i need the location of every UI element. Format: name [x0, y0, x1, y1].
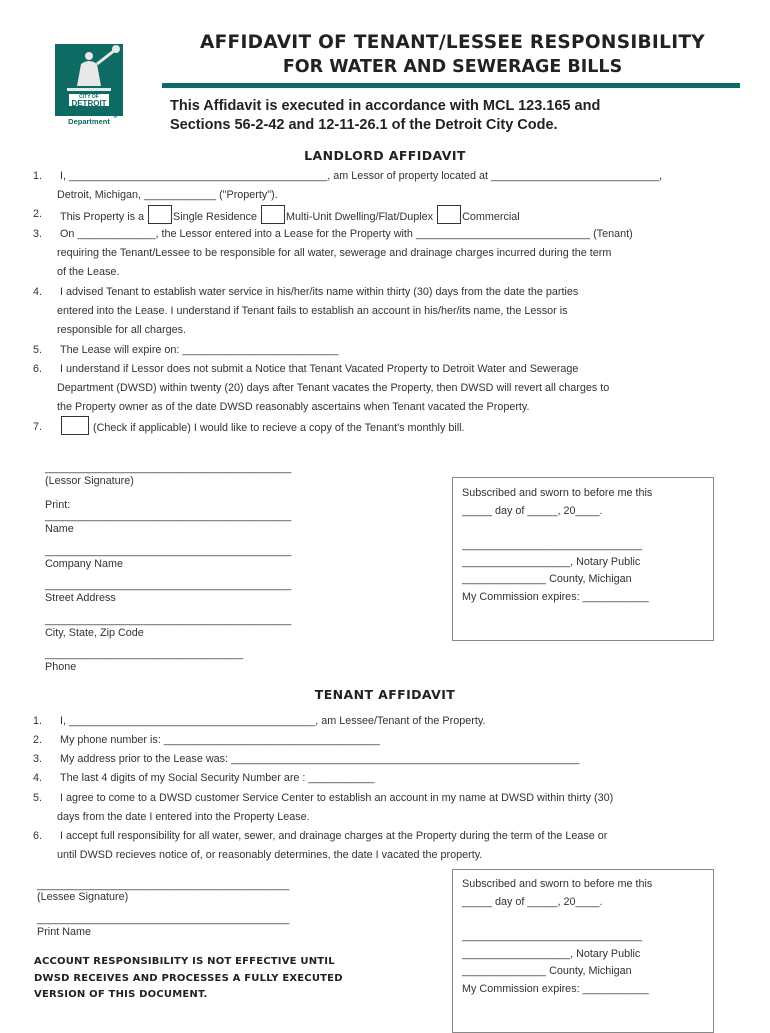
tenant-item-number: 6. — [33, 830, 43, 842]
street-label: Street Address — [45, 592, 116, 604]
multi-unit-checkbox[interactable] — [261, 205, 285, 224]
tenant-item-number: 1. — [33, 715, 43, 727]
notary-commission[interactable]: My Commission expires: ___________ — [462, 591, 649, 603]
property-type-prefix: This Property is a — [60, 211, 145, 223]
landlord-item-4-line1: I advised Tenant to establish water service in his/her/its name within thirty (30) days from the date the parties — [60, 286, 579, 298]
lessee-signature-label: (Lessee Signature) — [37, 891, 129, 903]
notary-sworn: Subscribed and sworn to before me this — [462, 487, 653, 499]
tenant-item-number: 5. — [33, 792, 43, 804]
lessor-signature-label: (Lessor Signature) — [45, 475, 134, 487]
logo-department — [47, 110, 131, 126]
commercial-label: Commercial — [462, 211, 520, 223]
intro-line2: Sections 56-2-42 and 12-11-26.1 of the Detroit City Code. — [170, 117, 558, 133]
landlord-item-3-line2: requiring the Tenant/Lessee to be responsible for all water, sewerage and drainage charges incurred during the term — [57, 247, 612, 259]
landlord-item-3-line1: On _____________, the Lessor entered into a Lease for the Property with _____________________________ (Tenant) — [60, 228, 633, 240]
logo-city: CITY OF — [79, 94, 99, 100]
single-residence-label: Single Residence — [173, 211, 258, 223]
warning-line2: DWSD RECEIVES AND PROCESSES A FULLY EXECUTED — [34, 972, 343, 984]
commercial-checkbox[interactable] — [437, 205, 461, 224]
landlord-item-7 — [60, 416, 465, 435]
landlord-item-6-line1: I understand if Lessor does not submit a Notice that Tenant Vacated Property to Detroit Water and Sewerage — [60, 363, 579, 375]
notary-public[interactable]: __________________, Notary Public — [462, 556, 641, 568]
landlord-item-number: 3. — [33, 228, 43, 240]
notary-box-landlord — [452, 477, 714, 641]
landlord-item-1-line2: Detroit, Michigan, ____________ ("Property"). — [57, 189, 278, 201]
warning-line3: VERSION OF THIS DOCUMENT. — [34, 989, 208, 1000]
landlord-item-number: 7. — [33, 421, 43, 433]
print-name-line[interactable]: __________________________________________ — [37, 913, 290, 925]
tenant-item-6-line1: I accept full responsibility for all water, sewer, and drainage charges at the Property during the term of the Lease or — [60, 830, 608, 842]
city-line[interactable]: _________________________________________ — [45, 614, 292, 626]
warning-line1: ACCOUNT RESPONSIBILITY IS NOT EFFECTIVE UNTIL — [34, 956, 335, 967]
landlord-item-number: 1. — [33, 170, 43, 182]
landlord-item-4-line3: responsible for all charges. — [57, 324, 187, 336]
print-name-label: Print Name — [37, 926, 92, 938]
single-residence-checkbox[interactable] — [148, 205, 172, 224]
logo-dept-line1: Water & Sewerage — [56, 109, 122, 118]
notary-box-tenant — [452, 869, 714, 1033]
title-line2: FOR WATER AND SEWERAGE BILLS — [282, 57, 623, 77]
landlord-heading: LANDLORD AFFIDAVIT — [304, 148, 466, 163]
landlord-item-3-line3: of the Lease. — [57, 266, 120, 278]
intro-text — [170, 97, 600, 135]
tenant-item-6-line2: until DWSD recieves notice of, or reasonably determines, the date I vacated the property. — [57, 849, 483, 861]
company-line[interactable]: _________________________________________ — [45, 545, 292, 557]
account-warning — [34, 954, 343, 1004]
landlord-item-number: 6. — [33, 363, 43, 375]
notary-signature-line[interactable]: ______________________________ — [462, 539, 643, 551]
landlord-item-number: 2. — [33, 208, 43, 220]
tenant-item-number: 2. — [33, 734, 43, 746]
city-label: City, State, Zip Code — [45, 627, 144, 639]
multi-unit-label: Multi-Unit Dwelling/Flat/Duplex — [286, 211, 434, 223]
tenant-item-3: My address prior to the Lease was: __________________________________________________________ — [60, 753, 580, 765]
logo-name: DETROIT — [71, 99, 107, 108]
tenant-item-5-line2: days from the date I entered into the Property Lease. — [57, 811, 310, 823]
tenant-item-4: The last 4 digits of my Social Security Number are : ___________ — [60, 772, 375, 784]
notary-county[interactable]: ______________ County, Michigan — [462, 573, 632, 585]
print-label: Print: — [45, 499, 71, 511]
company-label: Company Name — [45, 558, 124, 570]
landlord-item-number: 5. — [33, 344, 43, 356]
tenant-item-2: My phone number is: ____________________________________ — [60, 734, 380, 746]
landlord-item-6-line2: Department (DWSD) within twenty (20) days after Tenant vacates the Property, then DWSD will revert all charges to — [57, 382, 610, 394]
notary-date[interactable]: _____ day of _____, 20____. — [462, 896, 603, 908]
street-line[interactable]: _________________________________________ — [45, 579, 292, 591]
receive-bill-copy-label: (Check if applicable) I would like to recieve a copy of the Tenant's monthly bill. — [93, 422, 465, 434]
tenant-item-number: 3. — [33, 753, 43, 765]
lessor-signature-line[interactable]: _________________________________________ — [45, 462, 292, 474]
landlord-item-1-line1: I, ___________________________________________, am Lessor of property located at ____________________________, — [60, 170, 663, 182]
landlord-item-6-line3: the Property owner as of the date DWSD reasonably ascertains when Tenant vacated the Property. — [57, 401, 530, 413]
lessee-signature-line[interactable]: __________________________________________ — [37, 879, 290, 891]
intro-line1: This Affidavit is executed in accordance with MCL 123.165 and — [170, 98, 601, 114]
landlord-item-2 — [60, 205, 520, 224]
notary-public[interactable]: __________________, Notary Public — [462, 948, 641, 960]
notary-county[interactable]: ______________ County, Michigan — [462, 965, 632, 977]
logo-dept-line2: Department — [68, 117, 110, 126]
landlord-item-5: The Lease will expire on: __________________________ — [60, 344, 339, 356]
notary-commission[interactable]: My Commission expires: ___________ — [462, 983, 649, 995]
logo-plate — [55, 44, 123, 116]
header-rule — [162, 83, 740, 88]
tenant-item-number: 4. — [33, 772, 43, 784]
notary-sworn: Subscribed and sworn to before me this — [462, 878, 653, 890]
title-line1: AFFIDAVIT OF TENANT/LESSEE RESPONSIBILITY — [200, 32, 705, 53]
phone-label: Phone — [45, 661, 77, 673]
name-line[interactable]: _________________________________________ — [45, 510, 292, 522]
landlord-item-4-line2: entered into the Lease. I understand if Tenant fails to establish an account in his/her/its name, the Lessor is — [57, 305, 568, 317]
tenant-item-1: I, _________________________________________, am Lessee/Tenant of the Property. — [60, 715, 486, 727]
tenant-item-5-line1: I agree to come to a DWSD customer Service Center to establish an account in my name at DWSD within thirty (30) — [60, 792, 614, 804]
landlord-item-number: 4. — [33, 286, 43, 298]
tenant-heading: TENANT AFFIDAVIT — [314, 687, 456, 702]
notary-signature-line[interactable]: ______________________________ — [462, 930, 643, 942]
notary-date[interactable]: _____ day of _____, 20____. — [462, 505, 603, 517]
name-label: Name — [45, 523, 74, 535]
receive-bill-copy-checkbox[interactable] — [61, 416, 89, 435]
phone-line[interactable]: _________________________________ — [45, 648, 244, 660]
